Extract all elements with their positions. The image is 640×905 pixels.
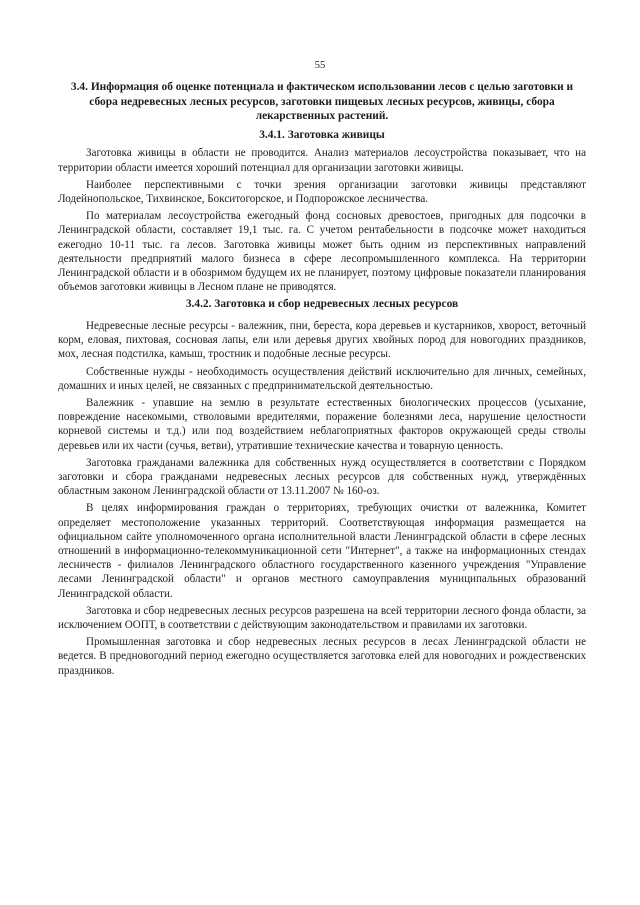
subsection-heading-resin: 3.4.1. Заготовка живицы <box>259 128 385 141</box>
paragraph: Заготовка гражданами валежника для собственных нужд осуществляется в соответствии с Порядком заготовки и сбора гражданами недревесных лесных ресурсов для собственных нужд, утверждённых областным законом Ленинградской области от 13.11.2007 № 160-оз. <box>58 456 586 498</box>
paragraph: По материалам лесоустройства ежегодный фонд сосновых древостоев, пригодных для подсочки в Ленинградской области, составляет 19,1 тыс. га. С учетом рентабельности в подсочке может находиться ежегодно 10-11 тыс. га лесов. Заготовка живицы может быть одним из перспективных направлений деятельности предприятий малого бизнеса в сфере лесопромышленного комплекса. На территории Ленинградской области и в обозримом будущем их не планирует, поэтому цифровые показатели планирования объемов заготовки живицы в Лесном плане не приводятся. <box>58 210 586 294</box>
page-content <box>58 80 586 681</box>
paragraph: Заготовка и сбор недревесных лесных ресурсов разрешена на всей территории лесного фонда области, за исключением ООПТ, в соответствии с действующим законодательством и правилами их заготовки. <box>58 604 586 632</box>
paragraph: Собственные нужды - необходимость осуществления действий исключительно для личных, семейных, домашних и иных целей, не связанных с предпринимательской деятельностью. <box>58 365 586 392</box>
paragraph: Заготовка живицы в области не проводится. Анализ материалов лесоустройства показывает, что на территории области имеется хороший потенциал для организации заготовки живицы. <box>58 147 586 174</box>
section-title: 3.4. Информация об оценке потенциала и фактическом использовании лесов с целью заготовки и сбора недревесных лесных ресурсов, заготовки пищевых лесных ресурсов, живицы, сбора лекарственных растений. <box>70 81 574 123</box>
paragraph: Наиболее перспективными с точки зрения организации заготовки живицы представляют Лодейнопольское, Тихвинское, Бокситогорское, и Подпорожское лесничества. <box>58 178 586 205</box>
page-number: 55 <box>314 60 326 71</box>
paragraph: Промышленная заготовка и сбор недревесных лесных ресурсов в лесах Ленинградской области не ведется. В предновогодний период ежегодно осуществляется заготовка елей для новогодних и рождественских праздников. <box>58 636 586 677</box>
paragraph: В целях информирования граждан о территориях, требующих очистки от валежника, Комитет определяет местоположение указанных территорий. Соответствующая информация размещается на официальном сайте уполномоченного органа исполнительной власти Ленинградской области в сфере лесных отношений в информационно-телекоммуникационной сети "Интернет", а также на информационных стендах лесничеств - филиалов Ленинградского областного государственного казенного учреждения "Управление лесами Ленинградской области" и органов местного самоуправления муниципальных образований Ленинградской области. <box>58 502 586 600</box>
subsection-heading-non-timber: 3.4.2. Заготовка и сбор недревесных лесных ресурсов <box>185 298 459 311</box>
paragraph: Валежник - упавшие на землю в результате естественных биологических процессов (усыхание, повреждение насекомыми, стволовыми вредителями, поражение болезнями леса, нарушение целостности корневой системы и т.д.) или под воздействием неблагоприятных факторов окружающей среды стволы деревьев или их части (сучья, ветви), утратившие технические качества и товарную ценность. <box>58 397 586 452</box>
paragraph: Недревесные лесные ресурсы - валежник, пни, береста, кора деревьев и кустарников, хворост, веточный корм, еловая, пихтовая, сосновая лапы, ели или деревья других хвойных пород для новогодних праздников, мох, лесная подстилка, камыш, тростник и подобные лесные ресурсы. <box>58 320 586 361</box>
